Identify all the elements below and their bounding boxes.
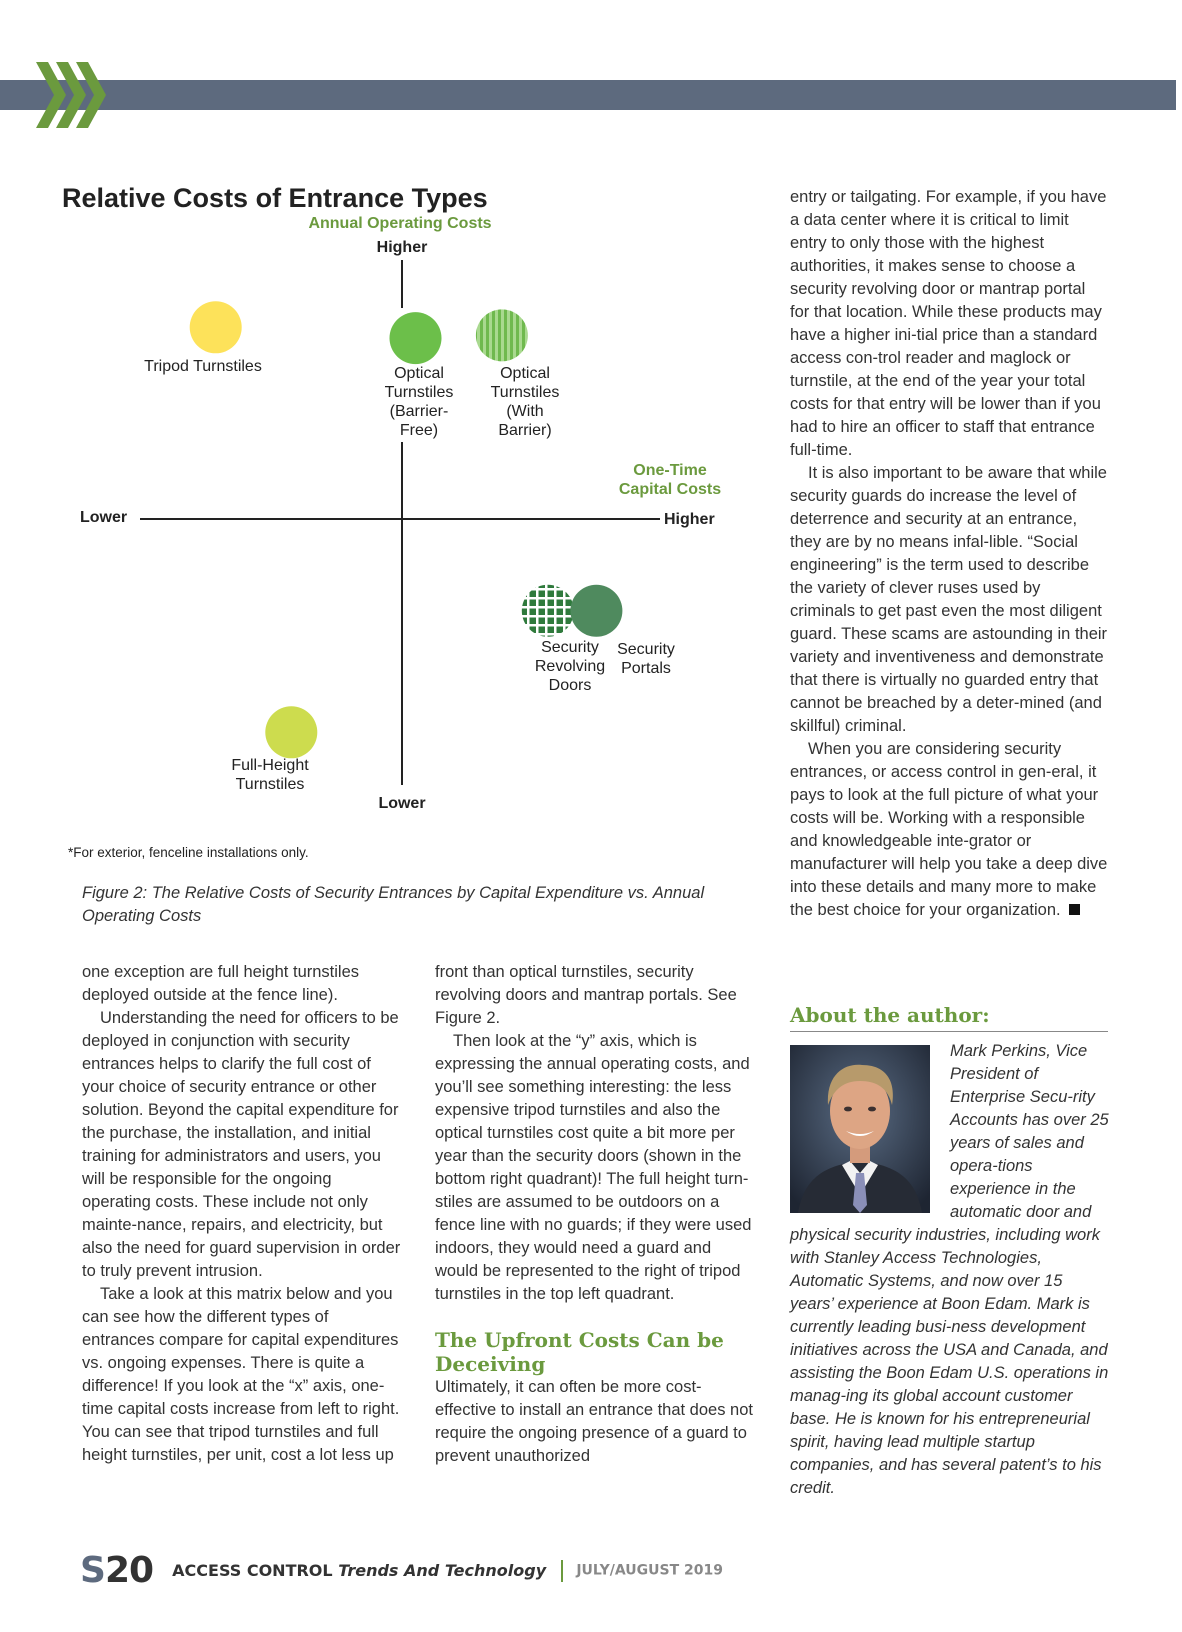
point-label-optical-with-barrier: Optical Turnstiles (With Barrier) (490, 365, 560, 439)
magazine-name: ACCESS CONTROL Trends And Technology (172, 1561, 547, 1580)
section-heading: The Upfront Costs Can be Deceiving (435, 1328, 724, 1376)
y-axis-title: Annual Operating Costs (308, 215, 492, 232)
paragraph-text: When you are considering security entrances, or access control in gen-eral, it pays to look at the full picture of what your costs will be. Working with a responsible and knowledgeable inte-grator or manufacturer will help you take a deep dive into these details and many more to make the best choice for your organization. (790, 740, 1108, 919)
footer-divider (561, 1560, 563, 1582)
article-column-2 (435, 961, 757, 1468)
paragraph: Ultimately, it can often be more cost-effective to install an entrance that does not require the ongoing presence of a guard to prevent unauthorized (435, 1378, 753, 1465)
issue-date: JULY/AUGUST 2019 (576, 1562, 723, 1579)
author-bio-text: Mark Perkins, Vice President of Enterprise Secu-rity Accounts has over 25 years of sales and opera-tions experience in the automatic door and physical security industries, including work with Stanley Access Technologies, Automatic Systems, and now over 15 years’ experience at Boon Edam. Mark is currently leading busi-ness development initiatives across the USA and Canada, and assisting the Boon Edam U.S. operations in manag-ing its global account customer base. He is known for his entrepreneurial spirit, having lead multiple startup companies, and has several patent’s to his credit. (790, 1042, 1109, 1497)
point-full-height (265, 706, 317, 758)
x-axis-high-label: Higher (664, 511, 715, 528)
y-axis-high-label: Higher (376, 239, 428, 256)
figure-note: *For exterior, fenceline installations only. (68, 845, 309, 860)
article-column-1 (82, 961, 404, 1467)
paragraph: It is also important to be aware that while security guards do increase the level of deterrence and security at an entrance, they are by no means infal-lible. “Social engineering” is the term used to describe the variety of clever ruses used by criminals to get past even the most diligent guard. These scams are astounding in their variety and inventiveness and demonstrate that there is virtually no guarded entry that cannot be breached by a deter-mined (and skillful) criminal. (790, 464, 1108, 735)
article-column-3 (790, 186, 1108, 922)
cost-matrix-chart (60, 215, 760, 880)
about-author-heading: About the author: (790, 1003, 1108, 1032)
figure-caption: Figure 2: The Relative Costs of Security Entrances by Capital Expenditure vs. Annual Operating Costs (82, 884, 705, 925)
paragraph (790, 738, 1108, 922)
x-axis-low-label: Lower (80, 509, 128, 526)
page-footer (80, 1550, 723, 1590)
chevron-logo-icon (36, 62, 108, 128)
paragraph: Then look at the “y” axis, which is expressing the annual operating costs, and you’ll see something interesting: the less expensive tripod turnstiles and also the optical turnstiles cost quite a bit more per year than the security doors (shown in the bottom right quadrant)! The full height turn-stiles are assumed to be outdoors on a fence line with no guards; if they were used indoors, they would need a guard and would be represented to the right of tripod turnstiles in the top left quadrant. (435, 1032, 752, 1303)
point-label-portals: Security Portals (617, 641, 675, 677)
header-bar (0, 80, 1176, 110)
point-label-tripod: Tripod Turnstiles (144, 358, 262, 375)
point-label-optical-barrier-free: Optical Turnstiles (Barrier- Free) (384, 365, 454, 439)
paragraph: Take a look at this matrix below and you can see how the different types of entrances compare for capital expenditures vs. ongoing expenses. There is quite a difference! If you look at the “x” axis, one-time capital costs increase from left to right. You can see that tripod turnstiles and full height turnstiles, per unit, cost a lot less up (82, 1285, 400, 1464)
point-tripod (190, 301, 242, 353)
paragraph: one exception are full height turnstiles deployed outside at the fence line). (82, 963, 360, 1004)
author-bio (790, 1040, 1110, 1500)
x-axis-title: One-Time Capital Costs (618, 462, 722, 498)
paragraph: front than optical turnstiles, security revolving doors and mantrap portals. See Figure 2. (435, 963, 737, 1027)
y-axis-low-label: Lower (378, 795, 426, 812)
page-number: S20 (80, 1550, 154, 1591)
point-label-revolving-doors: Security Revolving Doors (534, 639, 606, 694)
end-mark-icon (1069, 904, 1080, 915)
point-revolving-doors (522, 585, 574, 637)
paragraph: entry or tailgating. For example, if you have a data center where it is critical to limit entry to only those with the highest authorities, it makes sense to choose a security revolving door or mantrap portal for that location. While these products may have a higher ini-tial price than a standard access con-trol reader and maglock or turnstile, at the end of the year your total costs for that entry will be lower than if you had to hire an officer to staff that entrance full-time. (790, 188, 1107, 459)
point-portals (570, 585, 622, 637)
figure-title: Relative Costs of Entrance Types (62, 183, 488, 213)
point-optical-barrier-free (390, 312, 442, 364)
paragraph: Understanding the need for officers to be deployed in conjunction with security entrances helps to clarify the full cost of your choice of security entrance or other solution. Beyond the capital expenditure for the purchase, the installation, and initial training for administrators and users, you will be responsible for the ongoing operating costs. These include not only mainte-nance, repairs, and electricity, but also the need for guard supervision in order to truly prevent intrusion. (82, 1009, 401, 1280)
point-optical-with-barrier (476, 309, 528, 361)
point-label-full-height: Full-Height Turnstiles (231, 757, 309, 793)
